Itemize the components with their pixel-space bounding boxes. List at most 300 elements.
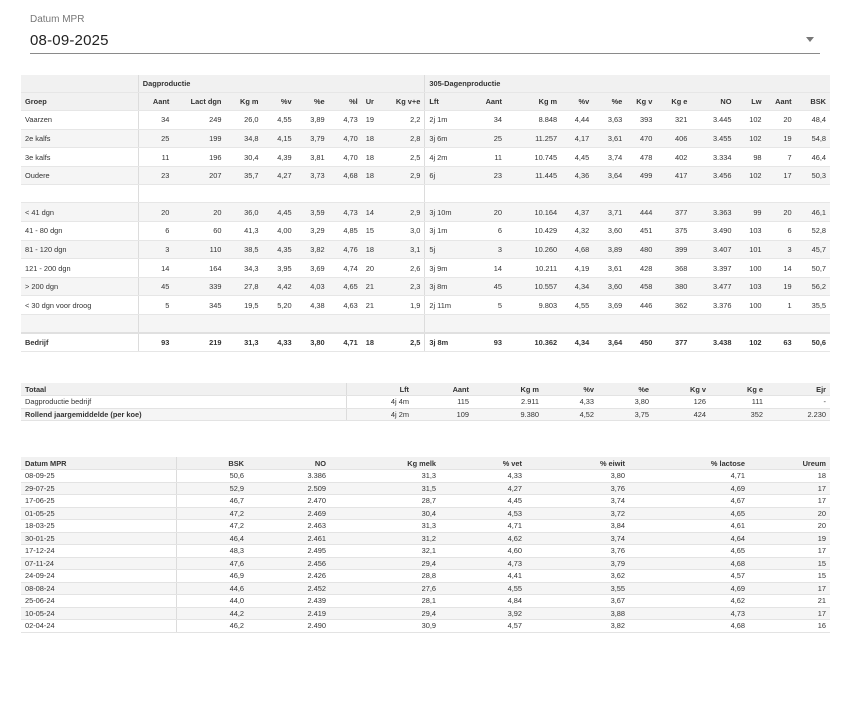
column-header[interactable]: BSK [176,457,248,470]
row-label: 01-05-25 [21,507,176,520]
row-label: 81 - 120 dgn [21,240,138,259]
cell: 3,29 [296,222,329,241]
column-header[interactable]: %v [561,92,593,111]
cell: 111 [710,396,767,409]
cell: 101 [735,240,765,259]
cell: 4,65 [629,507,749,520]
column-header[interactable]: %e [598,383,653,396]
column-header[interactable]: %v [543,383,598,396]
empty-cell [506,315,561,333]
column-header[interactable]: % lactose [629,457,749,470]
column-header[interactable]: Totaal [21,383,346,396]
cell: 207 [173,166,225,185]
cell: 3,1 [387,240,425,259]
column-header[interactable]: Ejr [767,383,830,396]
cell: 2.490 [248,620,330,633]
table-row [21,166,830,185]
cell: 8.848 [506,111,561,130]
cell: 11 [475,148,506,167]
cell: 4,17 [561,129,593,148]
cell: 4,33 [543,396,598,409]
cell: 47,2 [176,520,248,533]
cell: 46,4 [176,532,248,545]
empty-cell [766,315,796,333]
cell: 47,6 [176,557,248,570]
cell: 6 [138,222,173,241]
cell: 18 [362,129,387,148]
cell: 41,3 [225,222,262,241]
cell: 18 [362,166,387,185]
cell: 3.386 [248,470,330,483]
cell: 3,84 [526,520,629,533]
row-label: 2e kalfs [21,129,138,148]
cell: 3.456 [691,166,735,185]
row-label: Vaarzen [21,111,138,130]
datum-mpr-field[interactable] [30,27,820,54]
table-row [21,222,830,241]
cell: 3j 1m [425,222,475,241]
empty-cell [362,185,387,203]
spacer-row [21,315,830,333]
datum-mpr-label: Datum MPR [30,14,85,25]
empty-cell [329,315,362,333]
cell: 21 [362,277,387,296]
cell: 28,8 [330,570,440,583]
cell: 30,4 [225,148,262,167]
cell: 46,4 [796,148,830,167]
group-header-dagproductie: Dagproductie [138,75,425,92]
empty-cell [626,315,656,333]
cell: 4,19 [561,259,593,278]
cell: 321 [656,111,691,130]
cell: 3j 8m [425,277,475,296]
table-row [21,296,830,315]
cell: 44,0 [176,595,248,608]
cell: 46,1 [796,203,830,222]
cell: 35,5 [796,296,830,315]
column-header[interactable]: %v [263,92,296,111]
cell: 4,65 [629,545,749,558]
cell: 17 [766,166,796,185]
column-header[interactable]: Groep [21,92,138,111]
column-header[interactable]: %e [296,92,329,111]
row-label: > 200 dgn [21,277,138,296]
cell: 4j 2m [425,148,475,167]
cell: 450 [626,333,656,352]
cell: 4,39 [263,148,296,167]
row-label: Bedrijf [21,333,138,352]
column-header[interactable]: %e [593,92,626,111]
empty-cell [362,315,387,333]
row-label: Rollend jaargemiddelde (per koe) [21,408,346,421]
cell: 3 [475,240,506,259]
row-label: 3e kalfs [21,148,138,167]
cell: 2.426 [248,570,330,583]
cell: 4,55 [263,111,296,130]
cell: 98 [735,148,765,167]
column-header[interactable]: Aant [766,92,796,111]
cell: 31,2 [330,532,440,545]
table-row [21,470,830,483]
cell: 44,2 [176,607,248,620]
cell: 3,64 [593,333,626,352]
table-row [21,532,830,545]
row-label: 17-06-25 [21,495,176,508]
empty-cell [561,315,593,333]
cell: 50,6 [176,470,248,483]
cell: 4,84 [440,595,526,608]
cell: 4,65 [329,277,362,296]
table-row [21,129,830,148]
cell: 93 [475,333,506,352]
cell: 2.439 [248,595,330,608]
cell: 6 [766,222,796,241]
column-header[interactable]: Aant [475,92,506,111]
cell: 3,80 [598,396,653,409]
cell: 458 [626,277,656,296]
cell: 2,6 [387,259,425,278]
cell: 19 [766,277,796,296]
column-header[interactable]: Lact dgn [173,92,225,111]
cell: 3.363 [691,203,735,222]
cell: 6j [425,166,475,185]
datum-mpr-select[interactable] [30,14,820,54]
row-label: < 41 dgn [21,203,138,222]
empty-cell [225,185,262,203]
cell: 31,3 [225,333,262,352]
column-header[interactable]: Kg e [710,383,767,396]
cell: 3j 6m [425,129,475,148]
table-row [21,582,830,595]
cell: 3.477 [691,277,735,296]
row-label: 02-04-24 [21,620,176,633]
cell: 3,61 [593,129,626,148]
cell: 20 [749,507,830,520]
cell: 4,36 [561,166,593,185]
cell: 30,4 [330,507,440,520]
cell: 3j 9m [425,259,475,278]
cell: 21 [749,595,830,608]
cell: 19 [766,129,796,148]
cell: 52,9 [176,482,248,495]
cell: 4,70 [329,148,362,167]
cell: 9.380 [473,408,543,421]
totaal-header-row [21,383,830,396]
cell: 345 [173,296,225,315]
totaal-table [21,383,830,421]
cell: 3,79 [526,557,629,570]
cell: 5,20 [263,296,296,315]
cell: 2.469 [248,507,330,520]
empty-cell [561,185,593,203]
cell: 4,68 [329,166,362,185]
cell: 17 [749,607,830,620]
cell: 4,57 [629,570,749,583]
cell: 5 [475,296,506,315]
datum-mpr-value: 08-09-2025 [30,31,109,49]
table-row [21,495,830,508]
row-label: 25-06-24 [21,595,176,608]
cell: 15 [749,557,830,570]
cell: 2.456 [248,557,330,570]
table-row [21,545,830,558]
column-header[interactable]: Kg v [653,383,710,396]
column-header-row [21,92,830,111]
empty-cell [691,185,735,203]
cell: 249 [173,111,225,130]
cell: 3,88 [526,607,629,620]
cell: 15 [749,570,830,583]
cell: 4,76 [329,240,362,259]
cell: 100 [735,259,765,278]
cell: 2.470 [248,495,330,508]
spacer-row [21,185,830,203]
row-label: 18-03-25 [21,520,176,533]
column-header[interactable]: Kg m [506,92,561,111]
cell: 5 [138,296,173,315]
cell: 380 [656,277,691,296]
empty-cell [296,315,329,333]
cell: 1,9 [387,296,425,315]
cell: 18 [362,333,387,352]
cell: 4,32 [561,222,593,241]
cell: 11 [138,148,173,167]
row-label: 121 - 200 dgn [21,259,138,278]
cell: 377 [656,333,691,352]
table-row [21,240,830,259]
cell: 2,9 [387,166,425,185]
cell: 4,63 [329,296,362,315]
cell: 11.257 [506,129,561,148]
cell: 3,73 [296,166,329,185]
cell: 4,71 [629,470,749,483]
cell: 45,7 [796,240,830,259]
column-header[interactable]: Kg m [473,383,543,396]
cell: 19,5 [225,296,262,315]
cell: 126 [653,396,710,409]
cell: 110 [173,240,225,259]
cell: 478 [626,148,656,167]
cell: 2.495 [248,545,330,558]
cell: 3.334 [691,148,735,167]
cell: 18 [362,240,387,259]
empty-cell [593,185,626,203]
cell: 4,33 [263,333,296,352]
cell: 100 [735,296,765,315]
empty-cell [425,315,475,333]
cell: 4,55 [561,296,593,315]
cell: 20 [173,203,225,222]
cell: 377 [656,203,691,222]
cell: 10.164 [506,203,561,222]
cell: 102 [735,129,765,148]
cell: 3,81 [296,148,329,167]
cell: 27,6 [330,582,440,595]
column-header[interactable]: Kg m [225,92,262,111]
cell: 3,55 [526,582,629,595]
cell: 4,45 [440,495,526,508]
cell: 4,03 [296,277,329,296]
cell: 4,70 [329,129,362,148]
cell: 4,68 [561,240,593,259]
cell: 199 [173,129,225,148]
cell: 17 [749,545,830,558]
empty-cell [387,185,425,203]
cell: 164 [173,259,225,278]
empty-cell [225,315,262,333]
cell: 3.455 [691,129,735,148]
cell: 2.452 [248,582,330,595]
cell: 4,27 [263,166,296,185]
column-header[interactable]: BSK [796,92,830,111]
cell: 4,60 [440,545,526,558]
cell: 444 [626,203,656,222]
cell: 3,69 [593,296,626,315]
cell: 3,75 [598,408,653,421]
cell: 219 [173,333,225,352]
cell: 3 [138,240,173,259]
row-label: Oudere [21,166,138,185]
column-header[interactable]: Lft [425,92,475,111]
cell: 4,52 [543,408,598,421]
cell: 93 [138,333,173,352]
cell: 3,82 [296,240,329,259]
cell: 2.463 [248,520,330,533]
cell: 36,0 [225,203,262,222]
cell: 2j 1m [425,111,475,130]
column-header[interactable]: Aant [413,383,473,396]
cell: 4j 4m [346,396,413,409]
column-header[interactable]: Kg melk [330,457,440,470]
total-row [21,333,830,352]
cell: 18 [749,470,830,483]
column-header[interactable]: NO [248,457,330,470]
cell: 4,73 [440,557,526,570]
cell: 3,92 [440,607,526,620]
cell: 4,73 [329,203,362,222]
empty-cell [766,185,796,203]
cell: 4,73 [329,111,362,130]
row-label: 24-09-24 [21,570,176,583]
cell: 25 [475,129,506,148]
column-header[interactable]: NO [691,92,735,111]
cell: 9.803 [506,296,561,315]
cell: 4,00 [263,222,296,241]
cell: 14 [475,259,506,278]
cell: 3,59 [296,203,329,222]
cell: 406 [656,129,691,148]
cell: 446 [626,296,656,315]
table-row [21,203,830,222]
empty-cell [173,185,225,203]
table-row [21,595,830,608]
cell: 4,41 [440,570,526,583]
column-header[interactable]: Kg v+e [387,92,425,111]
cell: 4,64 [629,532,749,545]
cell: 3,62 [526,570,629,583]
column-header[interactable]: Ur [362,92,387,111]
table-row [21,570,830,583]
cell: 102 [735,166,765,185]
cell: 4,61 [629,520,749,533]
cell: 2,5 [387,148,425,167]
cell: 368 [656,259,691,278]
cell: 3,74 [526,532,629,545]
cell: 4,35 [263,240,296,259]
dropdown-arrow-icon[interactable] [806,37,814,42]
cell: 38,5 [225,240,262,259]
cell: 451 [626,222,656,241]
cell: 4,53 [440,507,526,520]
column-header[interactable]: Aant [138,92,173,111]
column-header[interactable]: Kg v [626,92,656,111]
cell: 19 [362,111,387,130]
cell: 402 [656,148,691,167]
cell: 21 [362,296,387,315]
cell: 48,4 [796,111,830,130]
empty-cell [626,185,656,203]
column-header[interactable]: %l [329,92,362,111]
cell: 2.911 [473,396,543,409]
empty-cell [656,315,691,333]
cell: 4,15 [263,129,296,148]
cell: 399 [656,240,691,259]
cell: 20 [749,520,830,533]
empty-cell [329,185,362,203]
cell: 20 [362,259,387,278]
row-label: < 30 dgn voor droog [21,296,138,315]
cell: 50,7 [796,259,830,278]
cell: 31,5 [330,482,440,495]
column-header[interactable]: Lft [346,383,413,396]
cell: 4,62 [440,532,526,545]
group-header-305-dagen: 305-Dagenproductie [425,75,830,92]
row-label: 17-12-24 [21,545,176,558]
cell: 4,68 [629,620,749,633]
cell: 4,37 [561,203,593,222]
empty-cell [593,315,626,333]
column-header[interactable]: Kg e [656,92,691,111]
empty-cell [475,185,506,203]
cell: 47,2 [176,507,248,520]
column-header[interactable]: Datum MPR [21,457,176,470]
column-header[interactable]: % eiwit [526,457,629,470]
cell: 29,4 [330,607,440,620]
empty-cell [138,315,173,333]
cell: 34 [138,111,173,130]
empty-cell [263,185,296,203]
cell: 470 [626,129,656,148]
cell: 3,76 [526,545,629,558]
empty-cell [796,315,830,333]
cell: 10.745 [506,148,561,167]
empty-cell [21,185,138,203]
column-header[interactable]: % vet [440,457,526,470]
cell: 2,3 [387,277,425,296]
cell: 35,7 [225,166,262,185]
table-row [21,277,830,296]
cell: 3,89 [296,111,329,130]
cell: 4,44 [561,111,593,130]
cell: 3,71 [593,203,626,222]
column-header[interactable]: Lw [735,92,765,111]
mpr-header-row [21,457,830,470]
cell: 362 [656,296,691,315]
cell: 3,0 [387,222,425,241]
column-header[interactable]: Ureum [749,457,830,470]
cell: 499 [626,166,656,185]
cell: 18 [362,148,387,167]
